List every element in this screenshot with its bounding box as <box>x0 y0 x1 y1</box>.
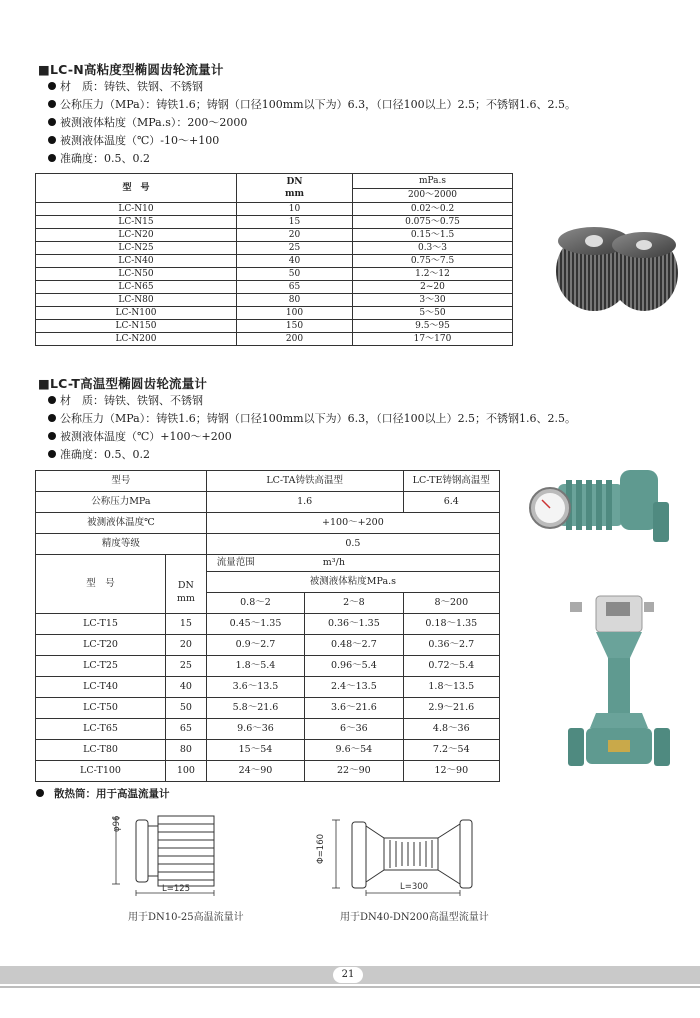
bullet-dot-icon <box>48 100 56 108</box>
caption-2: 用于DN40-DN200高温型流量计 <box>340 912 489 923</box>
dn-cell: 20 <box>237 229 353 242</box>
acc-value: 0.5 <box>206 534 499 555</box>
range-cell: 17～170 <box>353 333 513 346</box>
dn-cell: 40 <box>237 255 353 268</box>
bullet: 被测液体温度（℃）-10～+100 <box>48 132 576 150</box>
bullet: 公称压力（MPa）：铸铁1.6；铸钢（口径100mm以下为）6.3，（口径100以上）2.5；不锈钢1.6、2.5。 <box>48 410 576 428</box>
table-row <box>36 281 513 294</box>
range-cell: 0.075～0.75 <box>353 216 513 229</box>
header-dn: DN mm <box>166 572 207 614</box>
range-cell: 1.2～12 <box>353 268 513 281</box>
flow-cell-2: 9.6～54 <box>305 740 403 761</box>
dimension-dia-2: Φ=160 <box>316 833 326 864</box>
model-cell: LC-T100 <box>36 761 166 782</box>
flow-cell-3: 0.36～2.7 <box>403 635 499 656</box>
flow-cell-1: 3.6～13.5 <box>206 677 304 698</box>
flow-cell-1: 9.6～36 <box>206 719 304 740</box>
bullet: 公称压力（MPa）：铸铁1.6；铸钢（口径100mm以下为）6.3，（口径100以上）2.5；不锈钢1.6、2.5。 <box>48 96 576 114</box>
dn-cell: 65 <box>237 281 353 294</box>
visc-col-1: 0.8～2 <box>206 593 304 614</box>
flow-cell-3: 1.8～13.5 <box>403 677 499 698</box>
visc-col-2: 2～8 <box>305 593 403 614</box>
flow-cell-1: 15～54 <box>206 740 304 761</box>
table-row <box>36 740 500 761</box>
flow-cell-1: 5.8～21.6 <box>206 698 304 719</box>
lc-t-spec-table <box>35 470 500 782</box>
dn-cell: 200 <box>237 333 353 346</box>
range-cell: 3～30 <box>353 294 513 307</box>
flow-cell-1: 0.45～1.35 <box>206 614 304 635</box>
dn-cell: 65 <box>166 719 207 740</box>
flow-label-row: 流量范围 m³/h <box>206 555 499 572</box>
header-te: LC-TE铸钢高温型 <box>403 471 499 492</box>
flow-cell-2: 0.96～5.4 <box>305 656 403 677</box>
bullet-dot-icon <box>36 789 44 797</box>
table-row <box>36 677 500 698</box>
dn-cell: 25 <box>166 656 207 677</box>
table-row <box>36 268 513 281</box>
flow-cell-3: 2.9～21.6 <box>403 698 499 719</box>
caption-1: 用于DN10-25高温流量计 <box>128 912 244 923</box>
range-cell: 0.75～7.5 <box>353 255 513 268</box>
flow-cell-3: 0.72～5.4 <box>403 656 499 677</box>
dimension-dia-1: φ96 <box>112 815 122 832</box>
table-row <box>36 229 513 242</box>
table-row <box>36 656 500 677</box>
bullet: 被测液体温度（℃）+100～+200 <box>48 428 576 446</box>
pressure-te: 6.4 <box>403 492 499 513</box>
model-cell: LC-N25 <box>36 242 237 255</box>
dn-cell: 50 <box>166 698 207 719</box>
bullet: 准确度：0.5、0.2 <box>48 446 576 464</box>
dimension-len-1: L=125 <box>162 884 191 894</box>
range-cell: 2~20 <box>353 281 513 294</box>
dn-cell: 10 <box>237 203 353 216</box>
flow-cell-2: 0.36～1.35 <box>305 614 403 635</box>
flow-cell-3: 12～90 <box>403 761 499 782</box>
flow-cell-2: 2.4～13.5 <box>305 677 403 698</box>
model-cell: LC-T20 <box>36 635 166 656</box>
table-row <box>36 216 513 229</box>
range-cell: 0.3～3 <box>353 242 513 255</box>
model-cell: LC-T25 <box>36 656 166 677</box>
dn-cell: 100 <box>237 307 353 320</box>
temp-value: +100～+200 <box>206 513 499 534</box>
model-cell: LC-N100 <box>36 307 237 320</box>
pressure-ta: 1.6 <box>206 492 403 513</box>
model-cell: LC-N200 <box>36 333 237 346</box>
section2-title: ■LC-T高温型椭圆齿轮流量计 <box>38 376 208 391</box>
footer-line <box>0 986 700 988</box>
pressure-label: 公称压力MPa <box>36 492 207 513</box>
dn-cell: 150 <box>237 320 353 333</box>
bullet: 材 质：铸铁、铁钢、不锈钢 <box>48 392 576 410</box>
dn-cell: 50 <box>237 268 353 281</box>
table-row <box>36 255 513 268</box>
table-row <box>36 294 513 307</box>
model-cell: LC-T40 <box>36 677 166 698</box>
dn-cell: 80 <box>166 740 207 761</box>
model-cell: LC-T15 <box>36 614 166 635</box>
vertical-meter-image <box>566 588 676 778</box>
flow-cell-3: 0.18～1.35 <box>403 614 499 635</box>
model-cell: LC-N65 <box>36 281 237 294</box>
header-type: 型号 <box>36 471 207 492</box>
header-model: 型 号 <box>36 174 237 203</box>
header-ta: LC-TA铸铁高温型 <box>206 471 403 492</box>
table-row <box>36 635 500 656</box>
flow-cell-2: 6～36 <box>305 719 403 740</box>
model-cell: LC-T80 <box>36 740 166 761</box>
range-cell: 9.5～95 <box>353 320 513 333</box>
model-cell: LC-N15 <box>36 216 237 229</box>
header-dn: DN mm <box>237 174 353 203</box>
flow-cell-3: 7.2～54 <box>403 740 499 761</box>
bullet-dot-icon <box>48 414 56 422</box>
model-cell: LC-T65 <box>36 719 166 740</box>
flow-cell-1: 1.8～5.4 <box>206 656 304 677</box>
table-row <box>36 307 513 320</box>
bullet-dot-icon <box>48 136 56 144</box>
table-row <box>36 614 500 635</box>
lc-n-spec-table <box>35 173 513 346</box>
flow-cell-1: 24～90 <box>206 761 304 782</box>
table-row <box>36 203 513 216</box>
flow-cell-2: 22～90 <box>305 761 403 782</box>
section2-bullets <box>48 392 576 464</box>
flow-cell-2: 0.48～2.7 <box>305 635 403 656</box>
table-row <box>36 242 513 255</box>
model-cell: LC-N40 <box>36 255 237 268</box>
range-cell: 0.15～1.5 <box>353 229 513 242</box>
bullet: 材 质：铸铁、铁钢、不锈钢 <box>48 78 576 96</box>
table-row <box>36 761 500 782</box>
table-row <box>36 320 513 333</box>
table-row <box>36 719 500 740</box>
header-empty <box>166 555 207 572</box>
dn-cell: 15 <box>237 216 353 229</box>
dn-cell: 100 <box>166 761 207 782</box>
header-model: 型 号 <box>36 555 166 614</box>
model-cell: LC-N10 <box>36 203 237 216</box>
table-row <box>36 698 500 719</box>
range-cell: 0.02～0.2 <box>353 203 513 216</box>
model-cell: LC-N150 <box>36 320 237 333</box>
bullet-dot-icon <box>48 154 56 162</box>
section1-bullets <box>48 78 576 168</box>
oval-gear-image <box>552 215 682 315</box>
bullet: 被测液体粘度（MPa.s）：200～2000 <box>48 114 576 132</box>
flow-cell-3: 4.8～36 <box>403 719 499 740</box>
visc-col-3: 8～200 <box>403 593 499 614</box>
bullet-dot-icon <box>48 82 56 90</box>
model-cell: LC-T50 <box>36 698 166 719</box>
high-temp-meter-image <box>528 462 673 552</box>
section3-title: 散热筒：用于高温流量计 <box>36 786 170 801</box>
bullet-dot-icon <box>48 396 56 404</box>
dn-cell: 25 <box>237 242 353 255</box>
dimension-len-2: L=300 <box>400 882 429 892</box>
flow-cell-2: 3.6～21.6 <box>305 698 403 719</box>
header-unit: mPa.s <box>353 174 513 189</box>
bullet-dot-icon <box>48 450 56 458</box>
header-visc: 被测液体粘度MPa.s <box>206 572 499 593</box>
range-cell: 5～50 <box>353 307 513 320</box>
dn-cell: 40 <box>166 677 207 698</box>
acc-label: 精度等级 <box>36 534 207 555</box>
flow-cell-1: 0.9～2.7 <box>206 635 304 656</box>
temp-label: 被测液体温度℃ <box>36 513 207 534</box>
table-row <box>36 333 513 346</box>
header-range: 200～2000 <box>353 188 513 203</box>
bullet-dot-icon <box>48 118 56 126</box>
dn-cell: 15 <box>166 614 207 635</box>
bullet: 准确度：0.5、0.2 <box>48 150 576 168</box>
section1-title: ■LC-N高粘度型椭圆齿轮流量计 <box>38 62 224 77</box>
model-cell: LC-N20 <box>36 229 237 242</box>
model-cell: LC-N80 <box>36 294 237 307</box>
dn-cell: 80 <box>237 294 353 307</box>
model-cell: LC-N50 <box>36 268 237 281</box>
dn-cell: 20 <box>166 635 207 656</box>
bullet-dot-icon <box>48 432 56 440</box>
page-number: 21 <box>333 967 363 983</box>
